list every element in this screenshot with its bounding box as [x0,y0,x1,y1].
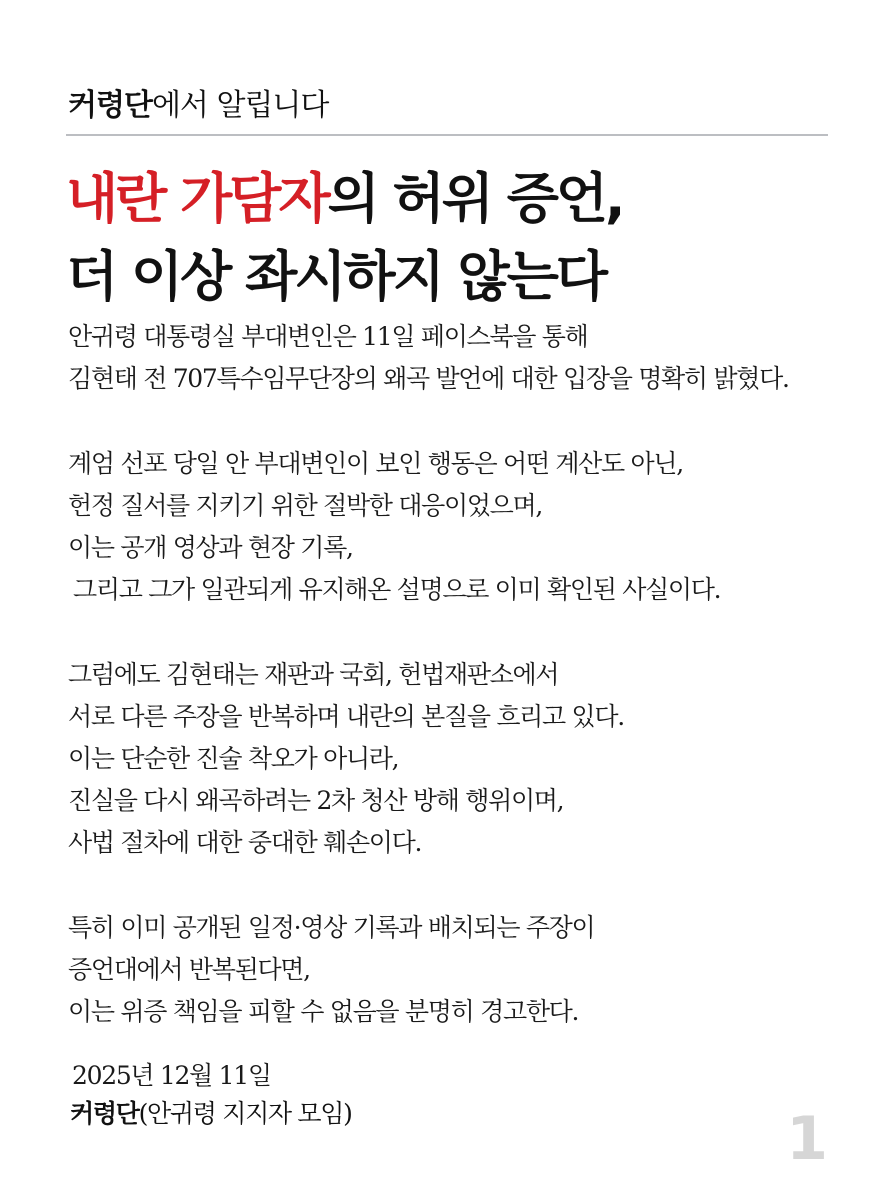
signature [70,1094,352,1130]
body-line: 이는 위증 책임을 피할 수 없음을 분명히 경고한다. [68,997,579,1027]
body-line: 헌정 질서를 지키기 위한 절박한 대응이었으며, [68,490,543,520]
statement-body [68,316,838,1076]
body-line: 사법 절차에 대한 중대한 훼손이다. [68,828,422,858]
paragraph-2 [68,443,838,612]
body-line: 계엄 선포 당일 안 부대변인이 보인 행동은 어떤 계산도 아닌, [68,448,683,478]
body-line: 그럼에도 김현태는 재판과 국회, 헌법재판소에서 [68,659,559,689]
header-divider [66,134,828,136]
page-number: 1 [786,1104,828,1174]
paragraph-3 [68,654,838,865]
body-line: 이는 단순한 진술 착오가 아니라, [68,744,399,773]
headline [66,160,623,316]
announcement-header [68,80,328,124]
body-line: 증언대에서 반복된다면, [68,955,310,984]
headline-line-1 [66,160,623,238]
signature-subtitle: (안귀령 지지자 모임) [138,1099,352,1128]
header-text: 에서 알립니다 [151,88,329,123]
body-line: 김현태 전 707특수임무단장의 왜곡 발언에 대한 입장을 명확히 밝혔다. [68,364,789,394]
body-line: 그리고 그가 일관되게 유지해온 설명으로 이미 확인된 사실이다. [73,575,721,605]
paragraph-4 [68,907,838,1034]
body-line: 안귀령 대통령실 부대변인은 11일 페이스북을 통해 [68,322,588,351]
body-line: 진실을 다시 왜곡하려는 2차 청산 방해 행위이며, [68,786,564,816]
signature-brand: 커령단 [70,1099,139,1128]
body-line: 특히 이미 공개된 일정·영상 기록과 배치되는 주장이 [68,912,595,942]
body-line: 서로 다른 주장을 반복하며 내란의 본질을 흐리고 있다. [68,701,624,731]
body-line: 이는 공개 영상과 현장 기록, [68,533,353,562]
headline-line-1-rest: 의 허위 증언, [327,167,623,230]
paragraph-1 [68,316,838,400]
headline-highlight: 내란 가담자 [66,167,328,230]
statement-date: 2025년 12월 11일 [72,1061,271,1090]
header-brand: 커령단 [68,88,152,123]
headline-line-2: 더 이상 좌시하지 않는다 [66,245,606,308]
